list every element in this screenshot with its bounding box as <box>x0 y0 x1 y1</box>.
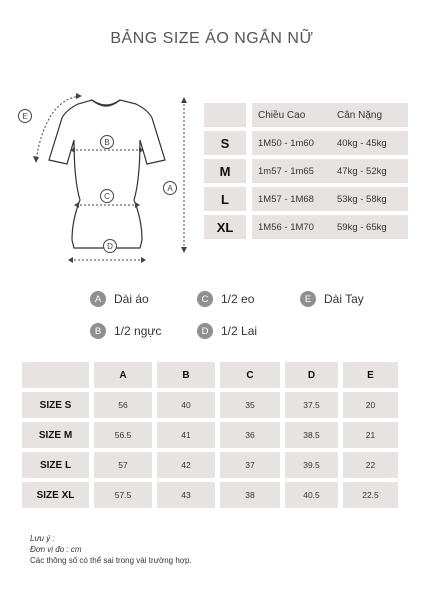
svg-text:E: E <box>22 112 28 121</box>
badge-e: E <box>300 291 316 307</box>
measure-table-cell: 43 <box>157 482 215 508</box>
size-table-weight-cell: 40kg - 45kg <box>331 131 408 155</box>
size-table-weight-cell: 53kg - 58kg <box>331 187 408 211</box>
size-table-height-cell: 1M56 - 1M70 <box>252 215 331 239</box>
measure-table-cell: 57.5 <box>94 482 152 508</box>
badge-d: D <box>197 323 213 339</box>
measure-table-cell: 57 <box>94 452 152 478</box>
svg-text:C: C <box>104 192 110 201</box>
measure-table-row-label: SIZE M <box>22 422 89 448</box>
marker-b <box>101 136 114 149</box>
measure-table-corner <box>22 362 89 388</box>
measure-table-cell: 38.5 <box>285 422 338 448</box>
legend-label-c: 1/2 eo <box>221 292 255 306</box>
measure-table-cell: 20 <box>343 392 398 418</box>
measure-table-cell: 22.5 <box>343 482 398 508</box>
measure-table-cell: 56 <box>94 392 152 418</box>
measure-table-cell: 41 <box>157 422 215 448</box>
size-table-size-m: M <box>204 159 246 183</box>
page-title: BẢNG SIZE ÁO NGẮN NỮ <box>110 30 314 47</box>
size-table-size-s: S <box>204 131 246 155</box>
measure-table-cell: 37.5 <box>285 392 338 418</box>
measure-table-cell: 40.5 <box>285 482 338 508</box>
measure-table-cell: 42 <box>157 452 215 478</box>
badge-a: A <box>90 291 106 307</box>
measure-table-cell: 22 <box>343 452 398 478</box>
measure-table-header-b: B <box>157 362 215 388</box>
legend-item-a <box>90 291 149 307</box>
size-table-header-height: Chiều Cao <box>252 103 331 127</box>
svg-text:A: A <box>167 184 173 193</box>
notes-unit: Đơn vị đo : cm <box>30 545 82 554</box>
size-table-height-cell: 1m57 - 1m65 <box>252 159 331 183</box>
measure-table-row-label: SIZE S <box>22 392 89 418</box>
shirt-diagram <box>14 90 190 270</box>
measure-table-header-c: C <box>220 362 280 388</box>
marker-c <box>101 190 114 203</box>
measure-table-cell: 35 <box>220 392 280 418</box>
legend-item-d <box>197 323 257 339</box>
size-table-size-xl: XL <box>204 215 246 239</box>
svg-text:D: D <box>107 242 113 251</box>
legend-item-e <box>300 291 364 307</box>
size-table-weight-cell: 47kg - 52kg <box>331 159 408 183</box>
notes-heading: Lưu ý : <box>30 534 55 543</box>
svg-text:B: B <box>104 138 110 147</box>
size-table-header-weight: Cân Nặng <box>331 103 408 127</box>
measure-table-header-d: D <box>285 362 338 388</box>
legend-label-d: 1/2 Lai <box>221 324 258 338</box>
size-table-height-cell: 1M57 - 1M68 <box>252 187 331 211</box>
marker-a <box>164 182 177 195</box>
notes <box>30 533 192 566</box>
legend-label-b: 1/2 ngực <box>114 324 162 338</box>
legend-item-b <box>90 323 161 339</box>
measure-table-cell: 38 <box>220 482 280 508</box>
measure-table-row-label: SIZE XL <box>22 482 89 508</box>
measure-table-cell: 37 <box>220 452 280 478</box>
measure-table-cell: 56.5 <box>94 422 152 448</box>
legend-label-e: Dài Tay <box>324 292 364 306</box>
measure-table-cell: 21 <box>343 422 398 448</box>
measure-table-cell: 39.5 <box>285 452 338 478</box>
notes-disclaimer: Các thông số có thể sai trong vài trường hợp. <box>30 556 192 565</box>
size-table-corner <box>204 103 246 127</box>
badge-c: C <box>197 291 213 307</box>
size-table-weight-cell: 59kg - 65kg <box>331 215 408 239</box>
legend-item-c <box>197 291 254 307</box>
measure-table-header-a: A <box>94 362 152 388</box>
marker-d <box>104 240 117 253</box>
measure-table-row-label: SIZE L <box>22 452 89 478</box>
measure-table-cell: 36 <box>220 422 280 448</box>
legend-label-a: Dài áo <box>114 292 149 306</box>
size-table-size-l: L <box>204 187 246 211</box>
size-table-height-cell: 1M50 - 1m60 <box>252 131 331 155</box>
marker-e <box>19 110 32 123</box>
badge-b: B <box>90 323 106 339</box>
measure-table-cell: 40 <box>157 392 215 418</box>
measure-table-header-e: E <box>343 362 398 388</box>
